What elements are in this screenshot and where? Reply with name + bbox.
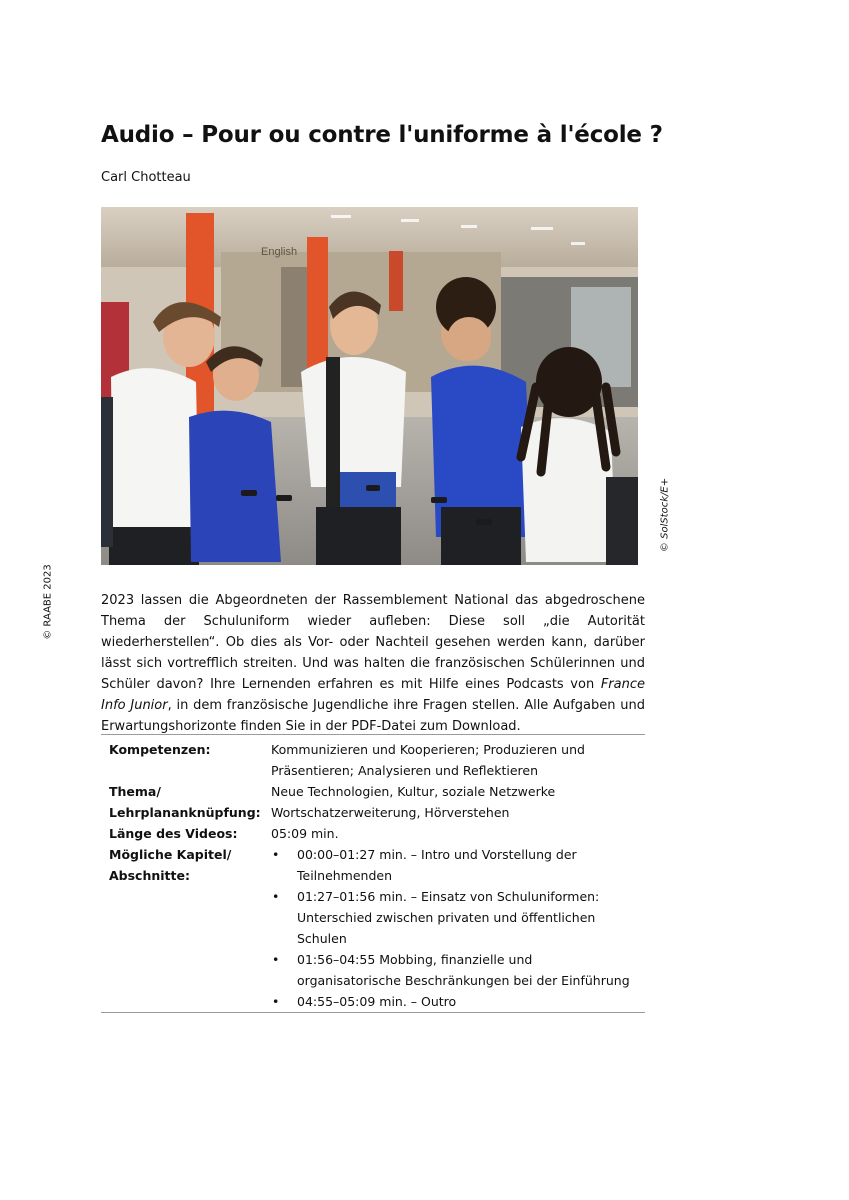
info-table — [101, 734, 645, 1013]
bullet-icon: • — [272, 847, 280, 862]
info-label: Lehrplananknüpfung: — [109, 805, 261, 820]
chapter-item — [271, 991, 639, 1012]
info-value: Wortschatzerweiterung, Hörverstehen — [271, 805, 510, 820]
info-row-lehrplan — [101, 802, 645, 823]
info-label — [101, 844, 271, 1012]
intro-text-1: 2023 lassen die Abgeordneten der Rassemblement National das abgedroschene Thema der Schuluniform wieder aufleben: Diese soll „die Autorität wiederherstellen“. Ob dies als Vor- oder Nachteil gesehen werden kann, darüber lässt sich vortrefflich streiten. Und was halten die französischen Schülerinnen und Schüler davon? Ihre Lernenden erfahren es mit Hilfe eines Podcasts von — [101, 593, 645, 692]
info-value: 05:09 min. — [271, 826, 339, 841]
author-name: Carl Chotteau — [101, 170, 191, 185]
info-label-line: Abschnitte: — [109, 868, 190, 883]
info-label-line: Mögliche Kapitel/ — [109, 847, 232, 862]
bullet-icon: • — [272, 889, 280, 904]
copyright-raabe: © RAABE 2023 — [42, 564, 54, 640]
photo-credit: © SolStock/E+ — [659, 477, 671, 553]
bullet-icon: • — [272, 994, 280, 1009]
intro-text-2: , in dem französische Jugendliche ihre Fragen stellen. Alle Aufgaben und Erwartungshorizonte finden Sie in der PDF-Datei zum Download. — [101, 698, 645, 734]
intro-paragraph — [101, 590, 645, 737]
info-value: Neue Technologien, Kultur, soziale Netzwerke — [271, 784, 556, 799]
podcast-name: France Info Junior — [101, 677, 645, 713]
chapter-item — [271, 949, 639, 991]
sign-text: English — [261, 246, 298, 258]
chapter-text: 01:27–01:56 min. – Einsatz von Schuluniformen: Unterschied zwischen privaten und öffentlichen Schulen — [297, 889, 600, 946]
chapter-item — [271, 886, 639, 949]
students-photo — [101, 207, 638, 565]
page-title: Audio – Pour ou contre l'uniforme à l'école ? — [101, 122, 663, 148]
info-value: Kommunizieren und Kooperieren; Produzieren und Präsentieren; Analysieren und Reflektieren — [271, 742, 585, 778]
info-label: Länge des Videos: — [109, 826, 238, 841]
info-label: Kompetenzen: — [109, 742, 211, 757]
bullet-icon: • — [272, 952, 280, 967]
chapter-item — [271, 844, 639, 886]
chapter-text: 00:00–01:27 min. – Intro und Vorstellung der Teilnehmenden — [297, 847, 577, 883]
info-label: Thema/ — [109, 784, 161, 799]
chapter-list-cell — [271, 844, 645, 1012]
chapter-text: 01:56–04:55 Mobbing, finanzielle und organisatorische Beschränkungen bei der Einführung — [297, 952, 630, 988]
info-row-laenge — [101, 823, 645, 844]
info-row-kapitel — [101, 844, 645, 1012]
info-row-thema — [101, 781, 645, 802]
info-row-kompetenzen — [101, 739, 645, 781]
chapter-text: 04:55–05:09 min. – Outro — [297, 994, 457, 1009]
chapter-list — [271, 844, 639, 1012]
